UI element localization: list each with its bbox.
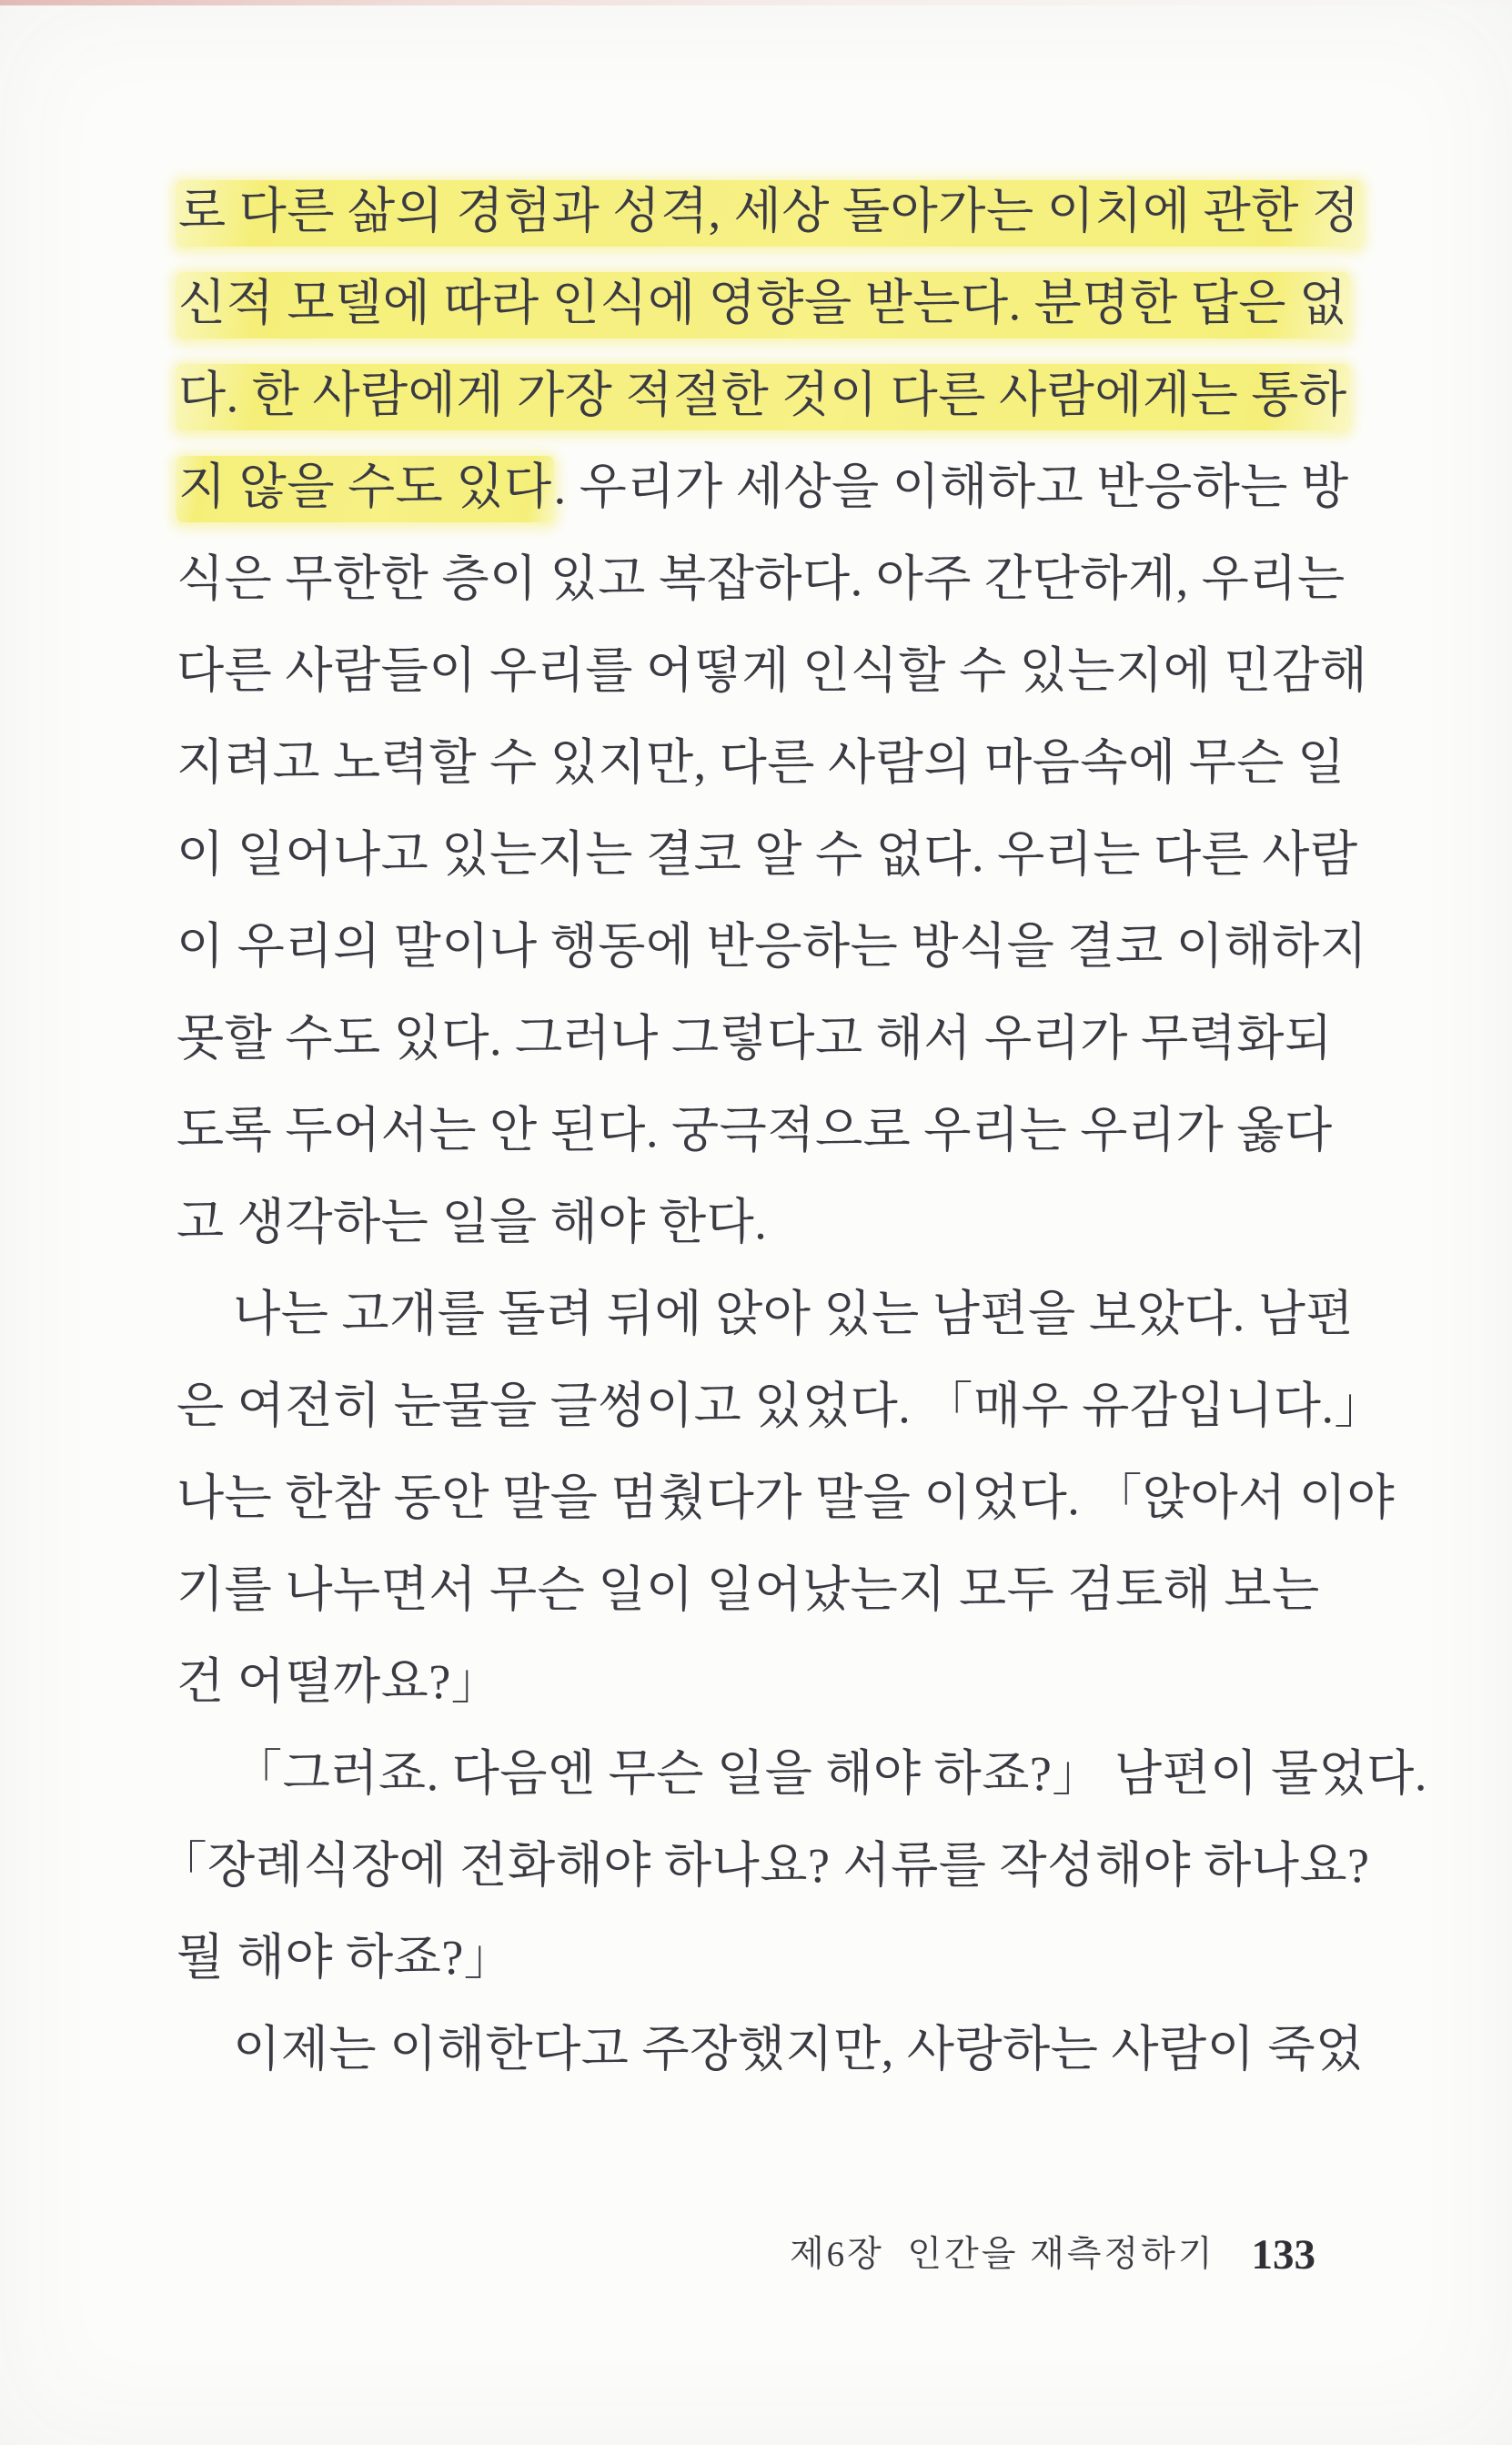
text-segment: 기를 나누면서 무슨 일이 일어났는지 모두 검토해 보는	[176, 1562, 1320, 1617]
text-line	[176, 1177, 1315, 1268]
text-line	[176, 258, 1347, 349]
text-line	[176, 993, 1333, 1085]
text-line	[176, 1268, 1355, 1360]
text-segment: 지려고 노력할 수 있지만, 다른 사람의 마음속에 무슨 일	[176, 735, 1346, 790]
text-line	[176, 1085, 1333, 1177]
highlighted-text: 로 다른 삶의 경험과 성격, 세상 돌아가는 이치에 관한 정	[176, 180, 1362, 247]
text-line	[176, 349, 1347, 441]
text-segment: 「장례식장에 전화해야 하나요? 서류를 작성해야 하나요?	[157, 1838, 1370, 1893]
text-segment: . 우리가 세상을 이해하고 반응하는 방	[553, 460, 1349, 514]
text-segment: 이 일어나고 있는지는 결코 알 수 없다. 우리는 다른 사람	[176, 827, 1358, 882]
text-line	[176, 1452, 1396, 1544]
highlighted-text: 지 않을 수도 있다	[176, 456, 554, 522]
text-line	[176, 809, 1358, 901]
text-block	[157, 166, 1427, 2096]
text-line	[176, 441, 1349, 533]
text-line	[157, 1820, 1370, 1912]
text-line	[176, 1360, 1384, 1452]
text-segment: 건 어떨까요?」	[176, 1654, 501, 1709]
text-segment: 「그러죠. 다음엔 무슨 일을 해야 하죠?」 남편이 물었다.	[233, 1746, 1427, 1801]
text-segment: 도록 두어서는 안 된다. 궁극적으로 우리는 우리가 옳다	[176, 1103, 1333, 1157]
text-segment: 뭘 해야 하죠?」	[176, 1930, 514, 1985]
text-line	[176, 901, 1368, 993]
text-segment: 못할 수도 있다. 그러나 그렇다고 해서 우리가 무력화되	[176, 1011, 1333, 1066]
text-line	[176, 1912, 1315, 2004]
running-head: 제6장 인간을 재측정하기	[790, 2235, 1215, 2274]
text-segment: 나는 한참 동안 말을 멈췄다가 말을 이었다. 「앉아서 이야	[176, 1470, 1396, 1525]
text-line	[176, 717, 1346, 809]
text-line	[176, 533, 1346, 625]
text-segment: 은 여전히 눈물을 글썽이고 있었다. 「매우 유감입니다.」	[176, 1379, 1384, 1433]
text-line	[176, 1728, 1427, 1820]
text-segment: 나는 고개를 돌려 뒤에 앉아 있는 남편을 보았다. 남편	[233, 1287, 1355, 1341]
text-segment: 고 생각하는 일을 해야 한다.	[176, 1195, 768, 1249]
text-line	[176, 2004, 1364, 2096]
text-line	[176, 1544, 1320, 1636]
highlighted-text: 다. 한 사람에게 가장 적절한 것이 다른 사람에게는 통하	[176, 364, 1349, 430]
highlighted-text: 신적 모델에 따라 인식에 영향을 받는다. 분명한 답은 없	[176, 272, 1349, 338]
text-line	[176, 625, 1368, 717]
text-segment: 이제는 이해한다고 주장했지만, 사랑하는 사람이 죽었	[233, 2022, 1364, 2076]
text-segment: 다른 사람들이 우리를 어떻게 인식할 수 있는지에 민감해	[176, 643, 1368, 698]
text-line	[176, 166, 1360, 258]
scan-edge-artifact	[0, 0, 1512, 5]
page-number: 133	[1251, 2231, 1315, 2278]
text-segment: 식은 무한한 층이 있고 복잡하다. 아주 간단하게, 우리는	[176, 551, 1346, 606]
page-footer	[176, 2226, 1315, 2279]
text-segment: 이 우리의 말이나 행동에 반응하는 방식을 결코 이해하지	[176, 919, 1368, 974]
text-line	[176, 1636, 1315, 1728]
